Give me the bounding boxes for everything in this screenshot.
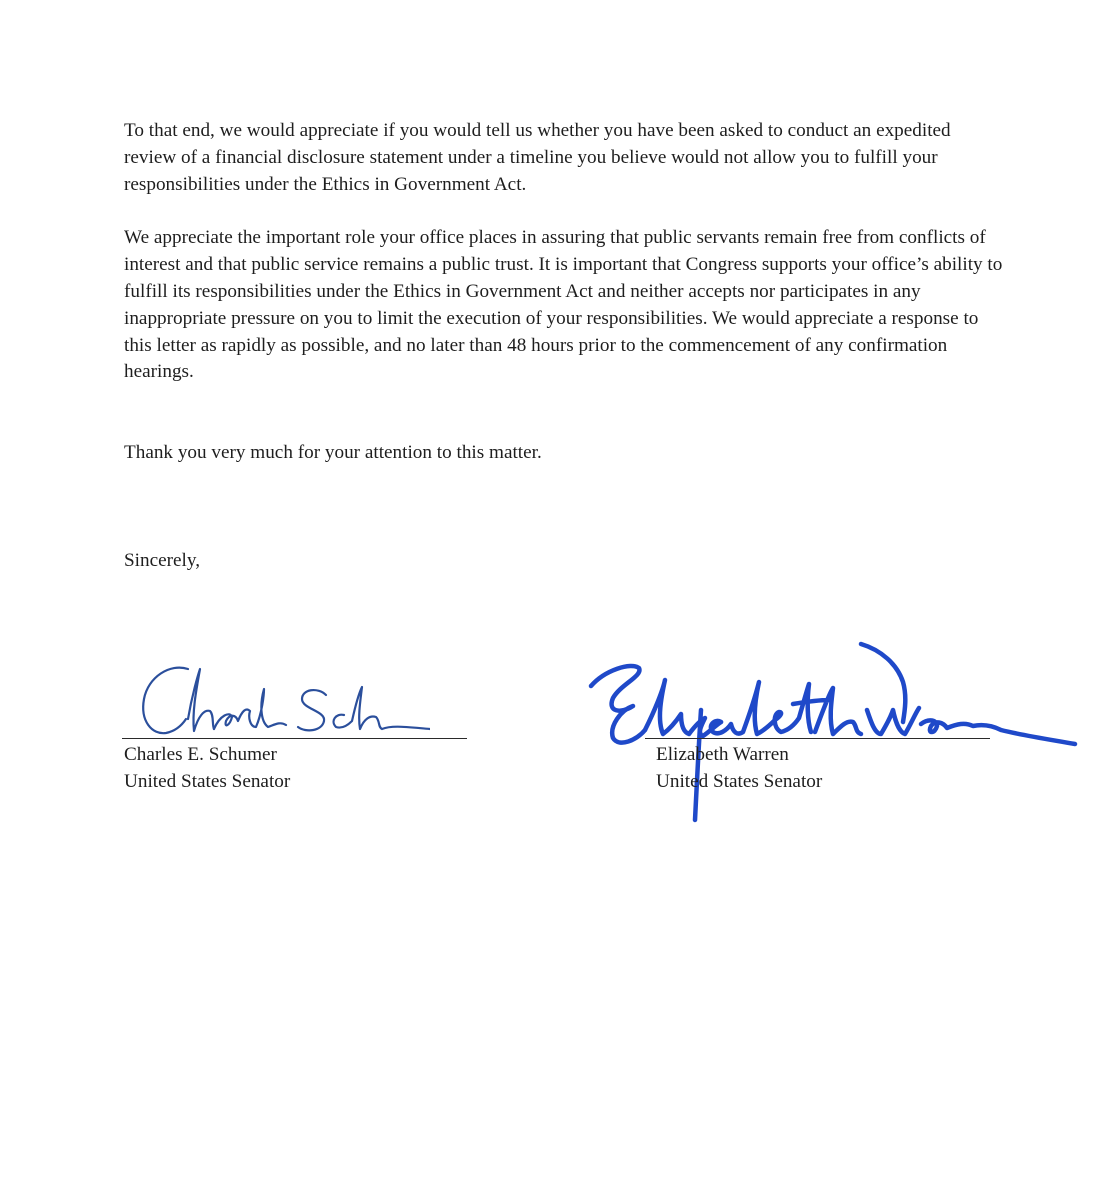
signature-line-warren xyxy=(645,738,990,739)
paragraph-office-role: We appreciate the important role your office places in assuring that public servants remain free from conflicts of interest and that public service remains a public trust. It is important that Congress supports your office’s ability to fulfill its responsibilities under the Ethics in Government Act and neither accepts nor participates in any inappropriate pressure on you to limit the execution of your responsibilities. We would appreciate a response to this letter as rapidly as possible, and no later than 48 hours prior to the commencement of any confirmation hearings. xyxy=(124,227,1003,383)
closing-sincerely: Sincerely, xyxy=(124,549,201,571)
signatory-title: United States Senator xyxy=(656,770,823,792)
signature-line-schumer xyxy=(122,738,467,739)
signatory-schumer xyxy=(124,742,290,796)
signatory-name: Elizabeth Warren xyxy=(656,744,789,765)
signature-schumer-image xyxy=(130,655,430,745)
letter-body xyxy=(124,118,1004,575)
signature-warren-image xyxy=(585,640,1080,825)
paragraph-request: To that end, we would appreciate if you would tell us whether you have been asked to conduct an expedited review of a financial disclosure statement under a timeline you believe would not allow you to fulfill your responsibilities under the Ethics in Government Act. xyxy=(124,120,951,195)
signatory-warren xyxy=(656,742,822,796)
signatory-title: United States Senator xyxy=(124,770,291,792)
paragraph-thank-you: Thank you very much for your attention to this matter. xyxy=(124,442,542,464)
signatory-name: Charles E. Schumer xyxy=(124,744,277,765)
